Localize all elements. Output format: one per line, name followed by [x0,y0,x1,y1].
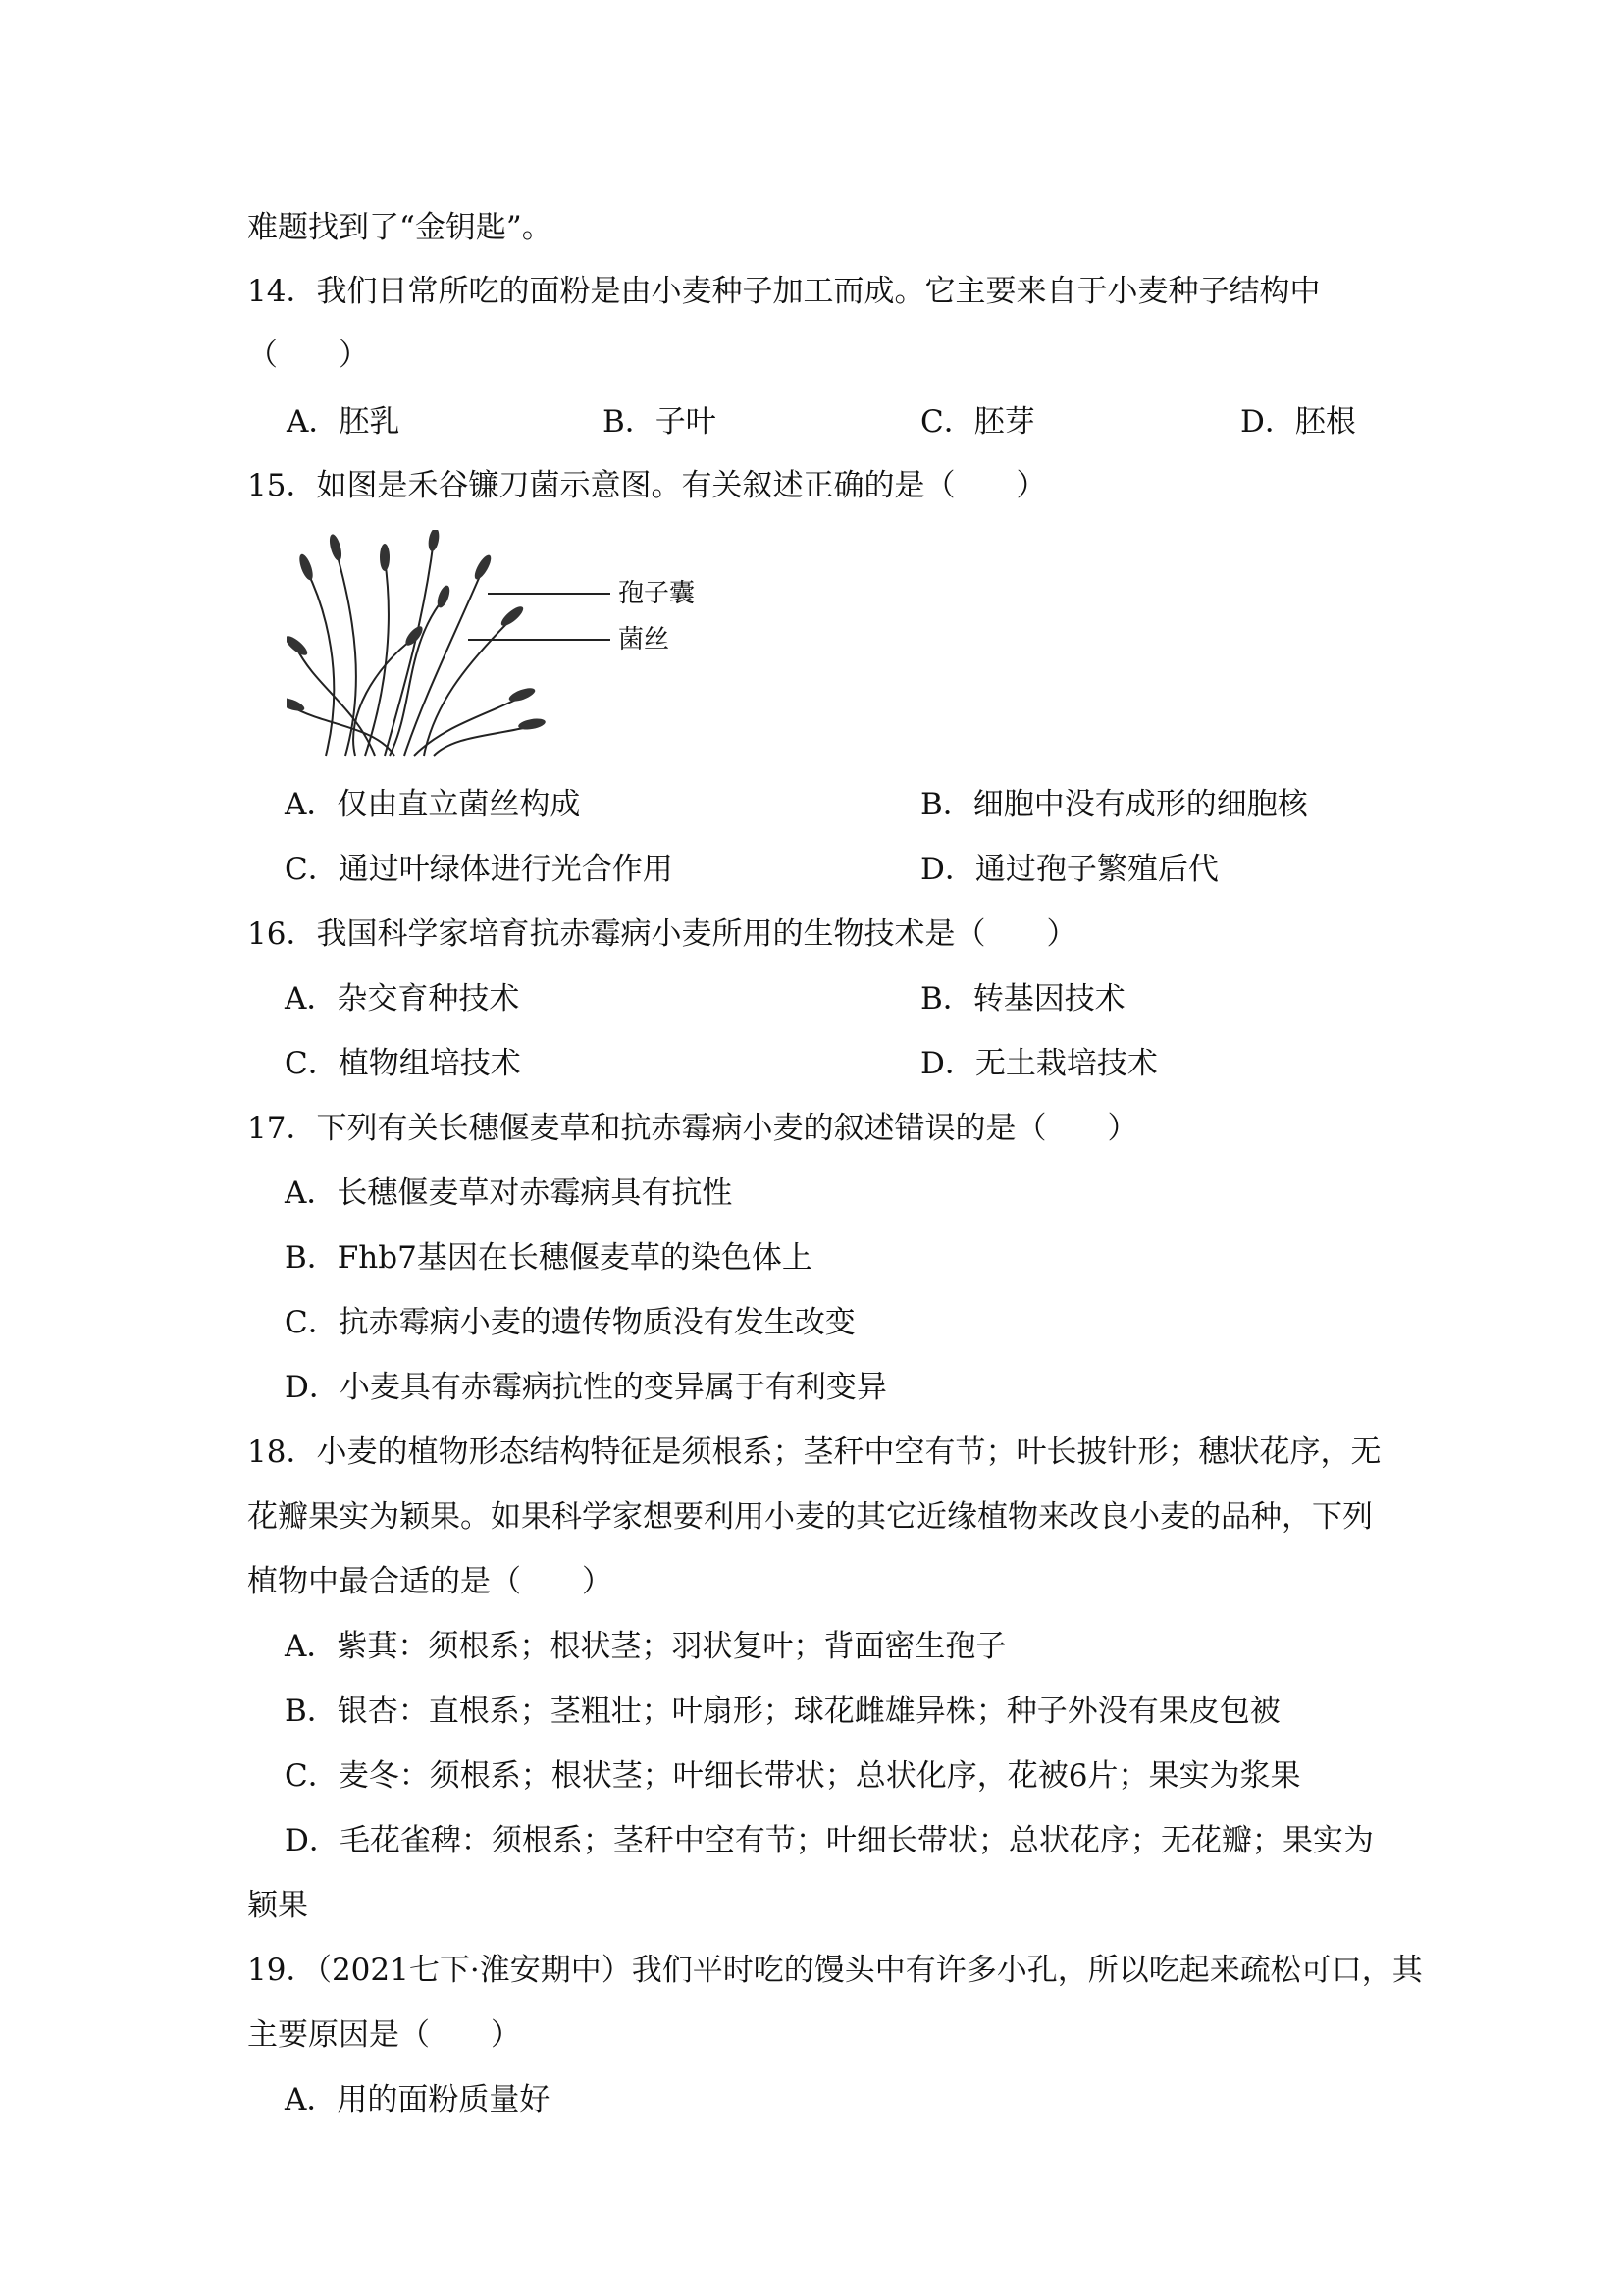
option-c: C．麦冬：须根系；根状茎；叶细长带状；总状化序，花被6片；果实为浆果 [285,1758,1301,1794]
question-14-paren: （ ） [247,338,369,373]
option-a: A．长穗偃麦草对赤霉病具有抗性 [285,1175,733,1211]
option-c: C．通过叶绿体进行光合作用 [285,852,673,887]
option-a: A．仅由直立菌丝构成 [285,787,581,822]
option-d: D．无土栽培技术 [920,1046,1158,1081]
question-18-line-3: 植物中最合适的是（ ） [247,1564,612,1599]
option-b: B．银杏：直根系；茎粗壮；叶扇形；球花雌雄异株；种子外没有果皮包被 [285,1694,1281,1729]
option-b: B．子叶 [602,404,716,440]
question-19-line-2: 主要原因是（ ） [247,2017,521,2053]
option-c: C．胚芽 [920,404,1035,440]
option-d: D．通过孢子繁殖后代 [920,852,1219,887]
option-b: B．转基因技术 [920,981,1126,1017]
question-15: 15．如图是禾谷镰刀菌示意图。有关叙述正确的是（ ） [247,468,1047,503]
label-hypha: 菌丝 [618,625,670,654]
option-c: C．抗赤霉病小麦的遗传物质没有发生改变 [285,1305,856,1340]
option-c: C．植物组培技术 [285,1046,521,1081]
option-b: B．Fhb7基因在长穗偃麦草的染色体上 [285,1240,812,1276]
question-18-line-2: 花瓣果实为颖果。如果科学家想要利用小麦的其它近缘植物来改良小麦的品种，下列 [247,1499,1373,1535]
option-d: D．胚根 [1240,404,1356,440]
option-a: A．胚乳 [287,404,400,440]
question-16: 16．我国科学家培育抗赤霉病小麦所用的生物技术是（ ） [247,916,1077,952]
option-d: D．毛花雀稗：须根系；茎秆中空有节；叶细长带状；总状花序；无花瓣；果实为 [285,1823,1374,1858]
option-a: A．用的面粉质量好 [285,2082,550,2117]
label-sporangium: 孢子囊 [618,579,696,608]
option-d-continued: 颖果 [247,1888,308,1923]
option-b: B．细胞中没有成形的细胞核 [920,787,1308,822]
fungus-diagram [287,530,699,765]
option-a: A．紫萁：须根系；根状茎；羽状复叶；背面密生孢子 [285,1629,1007,1664]
text-line: 难题找到了“金钥匙”。 [247,210,552,245]
option-a: A．杂交育种技术 [285,981,520,1017]
question-14: 14．我们日常所吃的面粉是由小麦种子加工而成。它主要来自于小麦种子结构中 [247,274,1321,309]
option-d: D．小麦具有赤霉病抗性的变异属于有利变异 [285,1370,887,1405]
question-18-line-1: 18．小麦的植物形态结构特征是须根系；茎秆中空有节；叶长披针形；穗状花序，无 [247,1435,1382,1470]
question-17: 17．下列有关长穗偃麦草和抗赤霉病小麦的叙述错误的是（ ） [247,1111,1138,1146]
question-19-line-1: 19．（2021七下·淮安期中）我们平时吃的馒头中有许多小孔，所以吃起来疏松可口，其 [247,1953,1423,1988]
